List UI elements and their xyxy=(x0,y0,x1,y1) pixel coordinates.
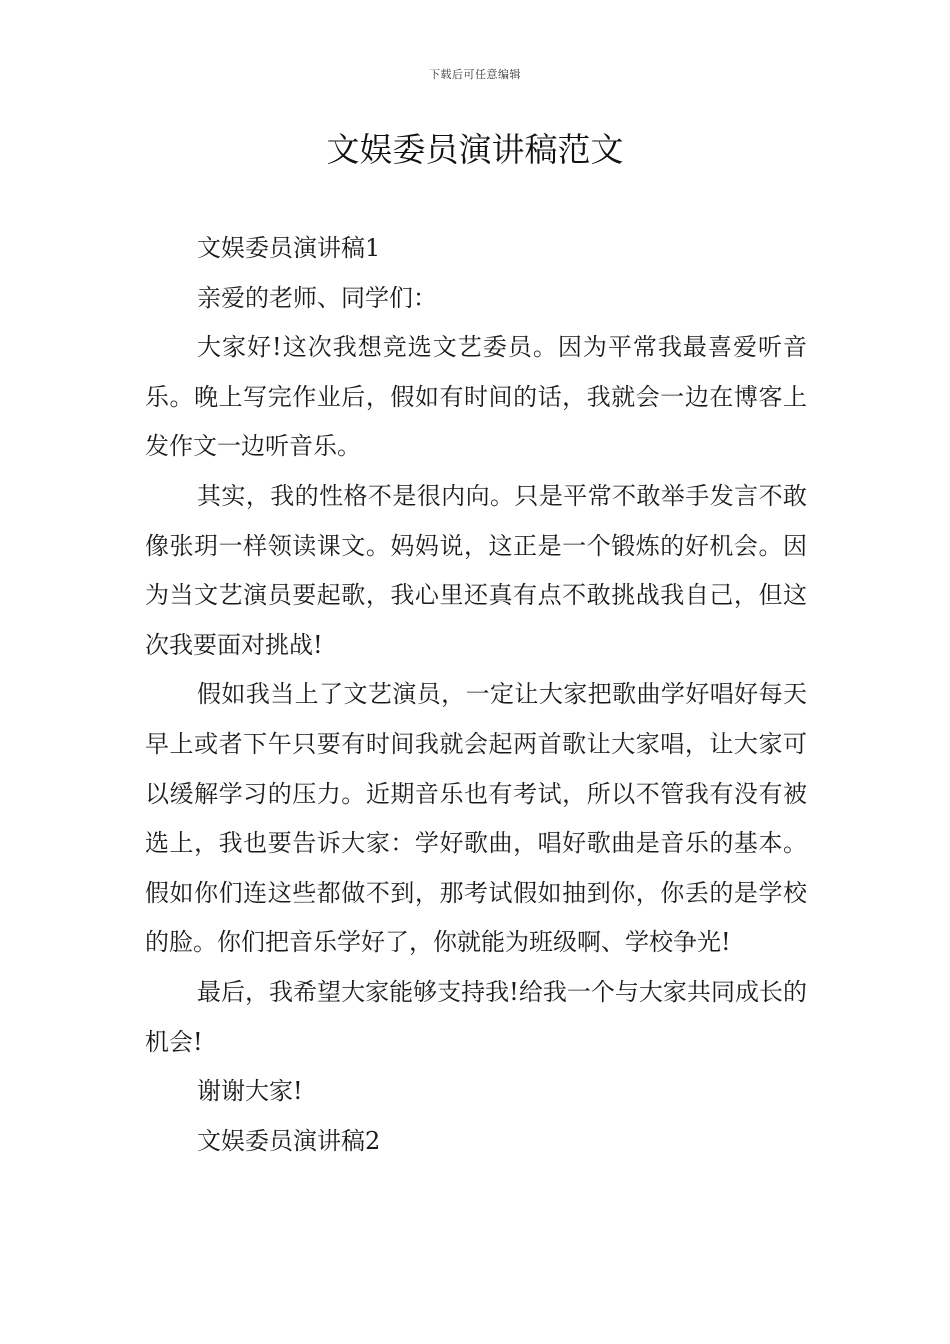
document-title: 文娱委员演讲稿范文 xyxy=(326,130,624,169)
section-heading-2: 文娱委员演讲稿2 xyxy=(197,1126,381,1155)
paragraph-greeting: 大家好!这次我想竞选文艺委员。因为平常我最喜爱听音乐。晚上写完作业后，假如有时间的话，我就会一边在博客上发作文一边听音乐。 xyxy=(145,333,807,461)
paragraph-thanks: 谢谢大家! xyxy=(197,1077,303,1106)
document-body xyxy=(145,224,807,1166)
header-note: 下载后可任意编辑 xyxy=(429,68,521,81)
salutation: 亲爱的老师、同学们： xyxy=(197,283,437,312)
paragraph-personality: 其实，我的性格不是很内向。只是平常不敢举手发言不敢像张玥一样领读课文。妈妈说，这正是一个锻炼的好机会。因为当文艺演员要起歌，我心里还真有点不敢挑战我自己，但这次我要面对挑战! xyxy=(145,481,807,659)
paragraph-closing: 最后，我希望大家能够支持我!给我一个与大家共同成长的机会! xyxy=(145,977,807,1056)
section-heading-1: 文娱委员演讲稿1 xyxy=(197,234,381,262)
paragraph-plan: 假如我当上了文艺演员，一定让大家把歌曲学好唱好每天早上或者下午只要有时间我就会起两首歌让大家唱，让大家可以缓解学习的压力。近期音乐也有考试，所以不管我有没有被选上，我也要告诉大家：学好歌曲，唱好歌曲是音乐的基本。假如你们连这些都做不到，那考试假如抽到你，你丢的是学校的脸。你们把音乐学好了，你就能为班级啊、学校争光! xyxy=(145,680,807,957)
